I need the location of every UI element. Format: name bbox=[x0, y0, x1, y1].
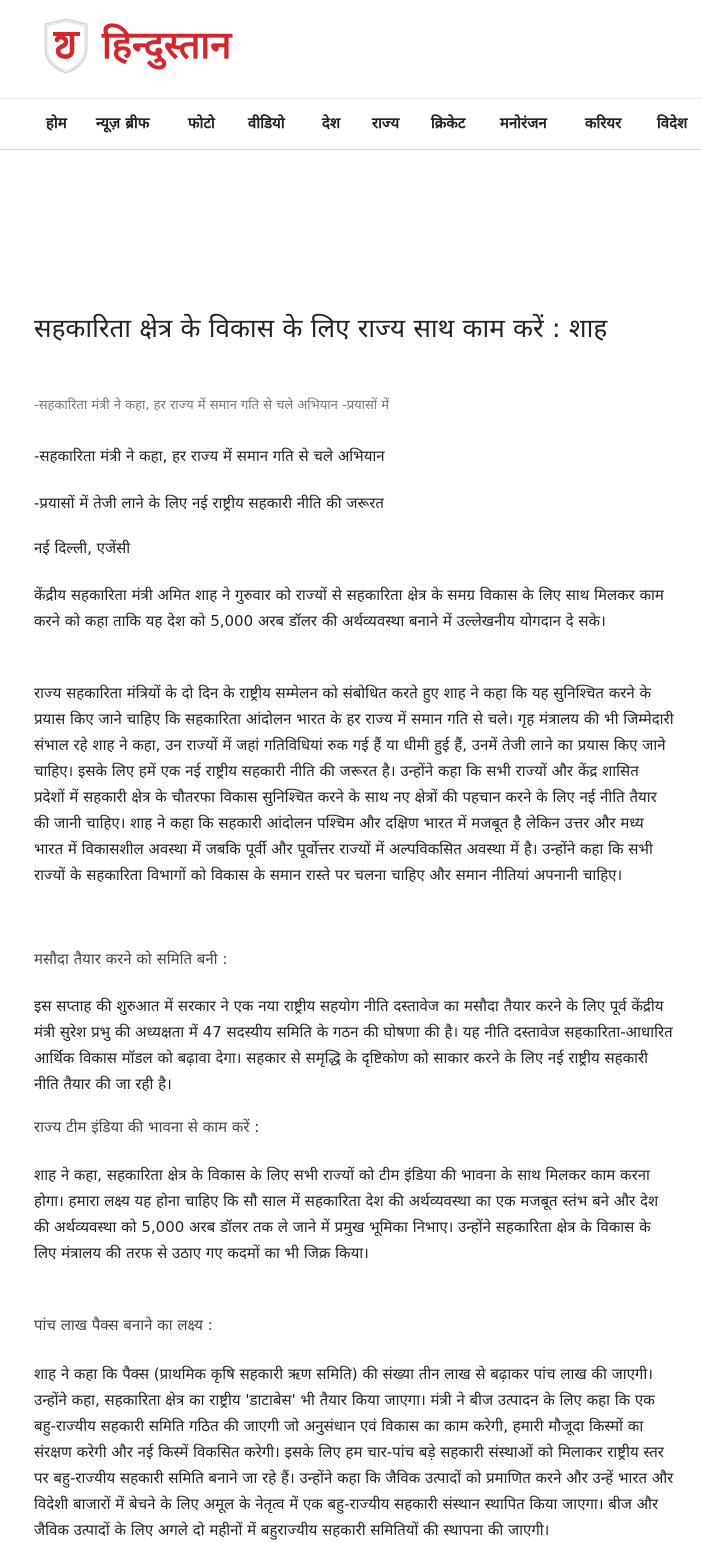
nav-item[interactable]: देश bbox=[322, 114, 341, 132]
nav-item[interactable]: होम bbox=[46, 114, 67, 132]
paragraph-1: केंद्रीय सहकारिता मंत्री अमित शाह ने गुरुवार को राज्यों से सहकारिता क्षेत्र के समग्र विकास के लिए साथ मिलकर काम करने को कहा ताकि यह देश को 5,000 अरब डॉलर की अर्थव्यवस्था बनाने में उल्लेखनीय योगदान दे सके। bbox=[34, 586, 664, 630]
nav-item[interactable]: मनोरंजन bbox=[500, 114, 547, 132]
dateline: नई दिल्ली, एजेंसी bbox=[34, 539, 131, 557]
main-navigation bbox=[0, 99, 702, 150]
paragraph-4: शाह ने कहा, सहकारिता क्षेत्र के विकास के लिए सभी राज्यों को टीम इंडिया की भावना के साथ मिलकर काम करना होगा। हमारा लक्ष्य यह होना चाहिए कि सौ साल में सहकारिता देश की अर्थव्यवस्था का एक मजबूत स्तंभ बने और देश की अर्थव्यवस्था को 5,000 अरब डॉलर तक ले जाने में प्रमुख भूमिका निभाए। उन्होंने सहकारिता क्षेत्र के विकास के लिए मंत्रालय की तरफ से उठाए गए कदमों का भी जिक्र किया। bbox=[34, 1166, 659, 1262]
site-logo[interactable] bbox=[44, 18, 322, 74]
nav-item[interactable]: क्रिकेट bbox=[431, 114, 466, 132]
logo-wordmark: हिन्दुस्तान bbox=[102, 23, 232, 67]
bullet-point-1: -सहकारिता मंत्री ने कहा, हर राज्य में समान गति से चले अभियान bbox=[34, 447, 385, 465]
paragraph-3: इस सप्ताह की शुरुआत में सरकार ने एक नया राष्ट्रीय सहयोग नीति दस्तावेज का मसौदा तैयार करने के लिए पूर्व केंद्रीय मंत्री सुरेश प्रभु की अध्यक्षता में 47 सदस्यीय समिति के गठन की घोषणा की है। यह नीति दस्तावेज सहकारिता-आधारित आर्थिक विकास मॉडल को बढ़ावा देगा। सहकार से समृद्धि के दृष्टिकोण को साकार करने के लिए नई राष्ट्रीय सहकारी नीति तैयार की जा रही है। bbox=[34, 997, 673, 1093]
paragraph-5: शाह ने कहा कि पैक्स (प्राथमिक कृषि सहकारी ऋण समिति) की संख्या तीन लाख से बढ़ाकर पांच लाख की जाएगी। उन्होंने कहा, सहकारिता क्षेत्र का राष्ट्रीय 'डाटाबेस' भी तैयार किया जाएगा। मंत्री ने बीज उत्पादन के लिए कहा कि एक बहु-राज्यीय सहकारी समिति गठित की जाएगी जो अनुसंधान एवं विकास का काम करेगी, हमारी मौजूदा किस्मों का संरक्षण करेगी और नई किस्में विकसित करेगी। इसके लिए हम चार-पांच बड़े सहकारी संस्थाओं को मिलाकर राष्ट्रीय स्तर पर बहु-राज्यीय सहकारी समिति बनाने जा रहे हैं। उन्होंने कहा कि जैविक उत्पादों को प्रमाणित करने और उन्हें भारत और विदेशी बाजारों में बेचने के लिए अमूल के नेतृत्व में एक बहु-राज्यीय सहकारी संस्थान स्थापित किया जाएगा। बीज और जैविक उत्पादों के लिए अगले दो महीनों में बहुराज्यीय सहकारी समितियों की स्थापना की जाएगी। bbox=[34, 1365, 674, 1539]
nav-item[interactable]: राज्य bbox=[372, 114, 400, 132]
subheading-3: पांच लाख पैक्स बनाने का लक्ष्य : bbox=[34, 1316, 213, 1334]
nav-item[interactable]: फोटो bbox=[188, 114, 215, 132]
nav-item[interactable]: वीडियो bbox=[248, 114, 285, 132]
nav-item[interactable]: विदेश bbox=[657, 114, 688, 132]
article-summary: -सहकारिता मंत्री ने कहा, हर राज्य में समान गति से चले अभियान -प्रयासों में bbox=[34, 398, 390, 413]
nav-item[interactable]: न्यूज़ ब्रीफ bbox=[96, 114, 150, 132]
subheading-2: राज्य टीम इंडिया की भावना से काम करें : bbox=[34, 1118, 260, 1136]
shield-logo-icon bbox=[44, 18, 88, 74]
bullet-point-2: -प्रयासों में तेजी लाने के लिए नई राष्ट्रीय सहकारी नीति की जरूरत bbox=[34, 494, 384, 512]
site-header bbox=[0, 0, 702, 99]
subheading-1: मसौदा तैयार करने को समिति बनी : bbox=[34, 950, 228, 968]
nav-item[interactable]: करियर bbox=[585, 114, 622, 132]
article-title: सहकारिता क्षेत्र के विकास के लिए राज्य साथ काम करें : शाह bbox=[34, 314, 608, 344]
paragraph-2: राज्य सहकारिता मंत्रियों के दो दिन के राष्ट्रीय सम्मेलन को संबोधित करते हुए शाह ने कहा कि यह सुनिश्चित करने के प्रयास किए जाने चाहिए कि सहकारिता आंदोलन भारत के हर राज्य में समान गति से चले। गृह मंत्रालय की भी जिम्मेदारी संभाल रहे शाह ने कहा, उन राज्यों में जहां गतिविधियां रुक गई हैं या धीमी हुई हैं, उनमें तेजी लाने का प्रयास किए जाने चाहिए। इसके लिए हमें एक नई राष्ट्रीय सहकारी नीति की जरूरत है। उन्होंने कहा कि सभी राज्यों और केंद्र शासित प्रदेशों में सहकारी क्षेत्र के चौतरफा विकास सुनिश्चित करने के साथ नए क्षेत्रों की पहचान करने के लिए नई नीति तैयार की जानी चाहिए। शाह ने कहा कि सहकारी आंदोलन पश्चिम और दक्षिण भारत में मजबूत है लेकिन उत्तर और मध्य भारत में विकासशील अवस्था में जबकि पूर्वी और पूर्वोत्तर राज्यों में अल्पविकसित अवस्था में है। उन्होंने कहा कि सभी राज्यों के सहकारिता विभागों को विकास के समान रास्ते पर चलना चाहिए और समान नीतियां अपनानी चाहिए। bbox=[34, 684, 674, 884]
